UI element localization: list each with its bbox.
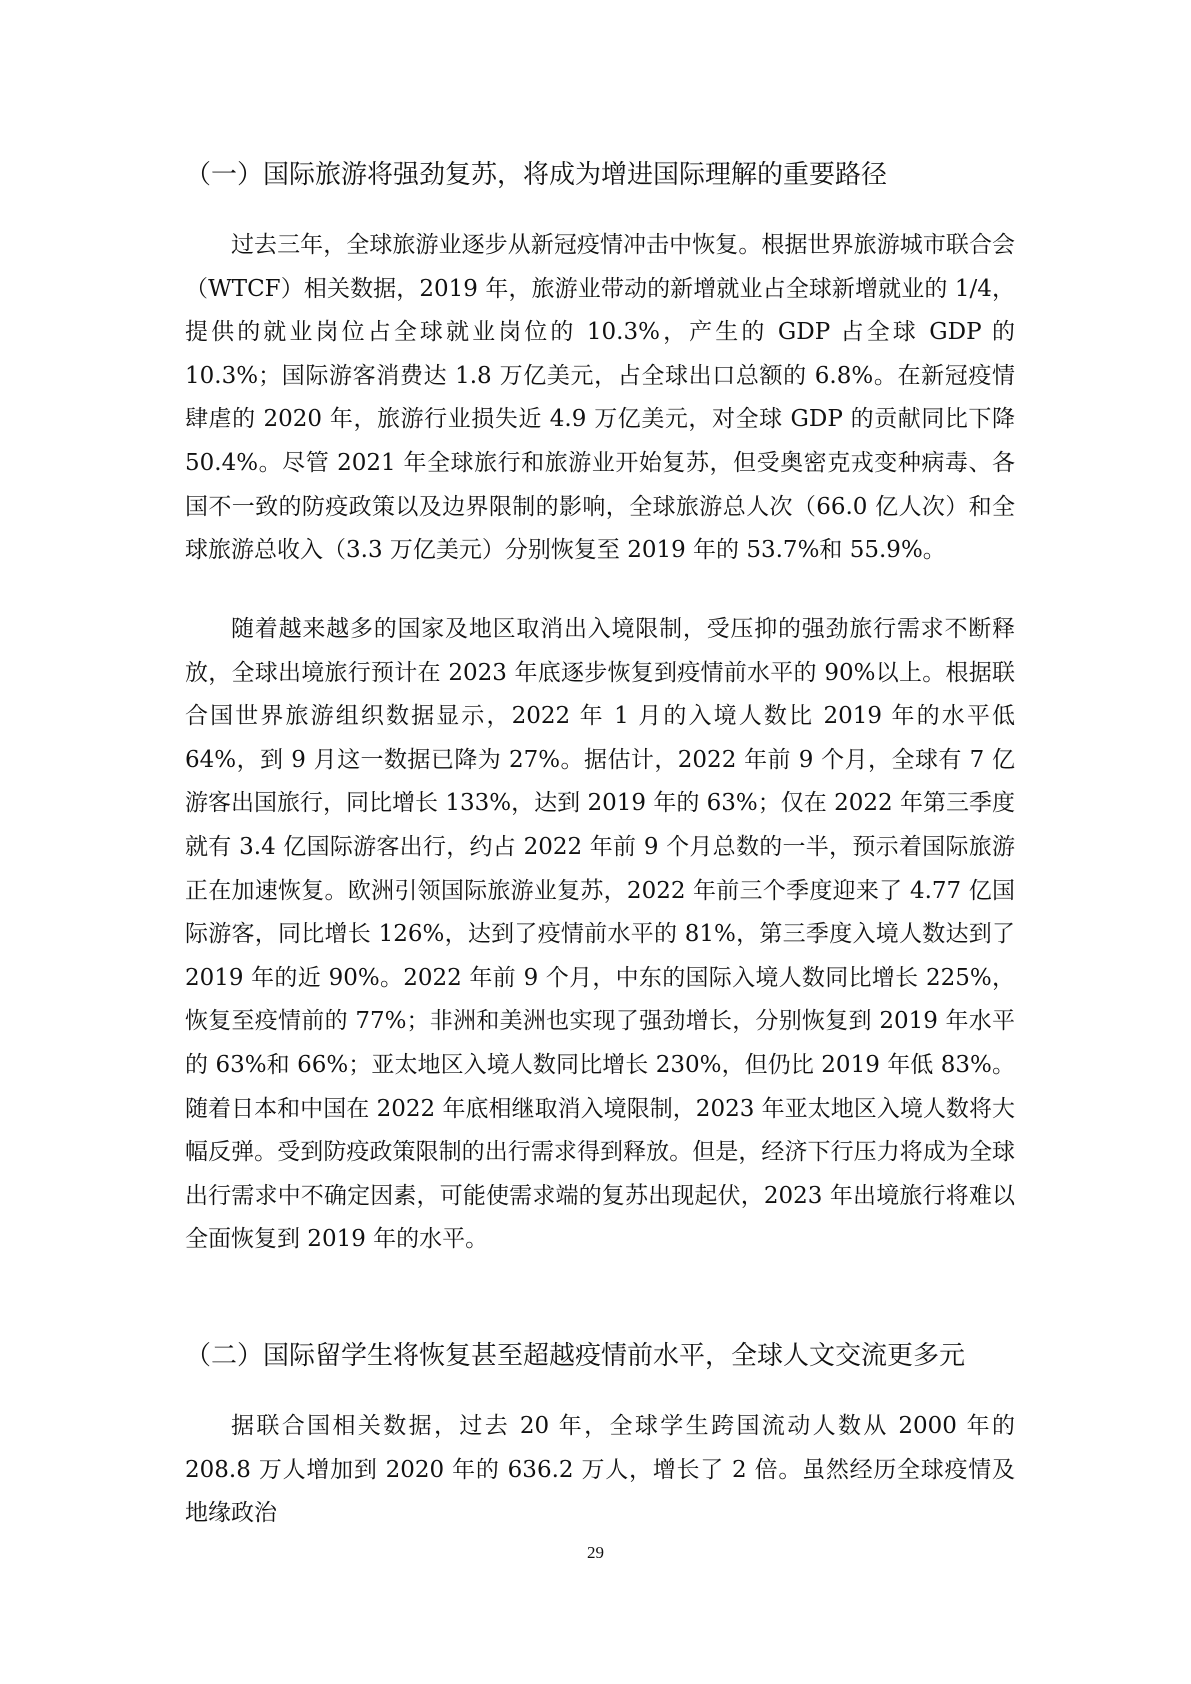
paragraph: 过去三年，全球旅游业逐步从新冠疫情冲击中恢复。根据世界旅游城市联合会（WTCF）相关数据，2019 年，旅游业带动的新增就业占全球新增就业的 1/4，提供的就业岗位占全球就业岗位的 10.3%，产生的 GDP 占全球 GDP 的 10.3%；国际游客消费达 1.8 万亿美元，占全球出口总额的 6.8%。在新冠疫情肆虐的 2020 年，旅游行业损失近 4.9 万亿美元，对全球 GDP 的贡献同比下降 50.4%。尽管 2021 年全球旅行和旅游业开始复苏，但受奥密克戎变种病毒、各国不一致的防疫政策以及边界限制的影响，全球旅游总人次（66.0 亿人次）和全球旅游总收入（3.3 万亿美元）分别恢复至 2019 年的 53.7%和 55.9%。 bbox=[185, 232, 1015, 564]
section-heading-2: （二）国际留学生将恢复甚至超越疫情前水平，全球人文交流更多元 bbox=[185, 1341, 966, 1371]
section-heading-1: （一）国际旅游将强劲复苏，将成为增进国际理解的重要路径 bbox=[185, 160, 888, 190]
paragraph: 据联合国相关数据，过去 20 年，全球学生跨国流动人数从 2000 年的 208.8 万人增加到 2020 年的 636.2 万人，增长了 2 倍。虽然经历全球疫情及地缘政治 bbox=[185, 1413, 1015, 1527]
page-number: 29 bbox=[587, 1543, 604, 1562]
paragraph: 随着越来越多的国家及地区取消出入境限制，受压抑的强劲旅行需求不断释放，全球出境旅行预计在 2023 年底逐步恢复到疫情前水平的 90%以上。根据联合国世界旅游组织数据显示，2022 年 1 月的入境人数比 2019 年的水平低 64%，到 9 月这一数据已降为 27%。据估计，2022 年前 9 个月，全球有 7 亿游客出国旅行，同比增长 133%，达到 2019 年的 63%；仅在 2022 年第三季度就有 3.4 亿国际游客出行，约占 2022 年前 9 个月总数的一半，预示着国际旅游正在加速恢复。欧洲引领国际旅游业复苏，2022 年前三个季度迎来了 4.77 亿国际游客，同比增长 126%，达到了疫情前水平的 81%，第三季度入境人数达到了 2019 年的近 90%。2022 年前 9 个月，中东的国际入境人数同比增长 225%，恢复至疫情前的 77%；非洲和美洲也实现了强劲增长，分别恢复到 2019 年水平的 63%和 66%；亚太地区入境人数同比增长 230%，但仍比 2019 年低 83%。随着日本和中国在 2022 年底相继取消入境限制，2023 年亚太地区入境人数将大幅反弹。受到防疫政策限制的出行需求得到释放。但是，经济下行压力将成为全球出行需求中不确定因素，可能使需求端的复苏出现起伏，2023 年出境旅行将难以全面恢复到 2019 年的水平。 bbox=[185, 616, 1015, 1253]
